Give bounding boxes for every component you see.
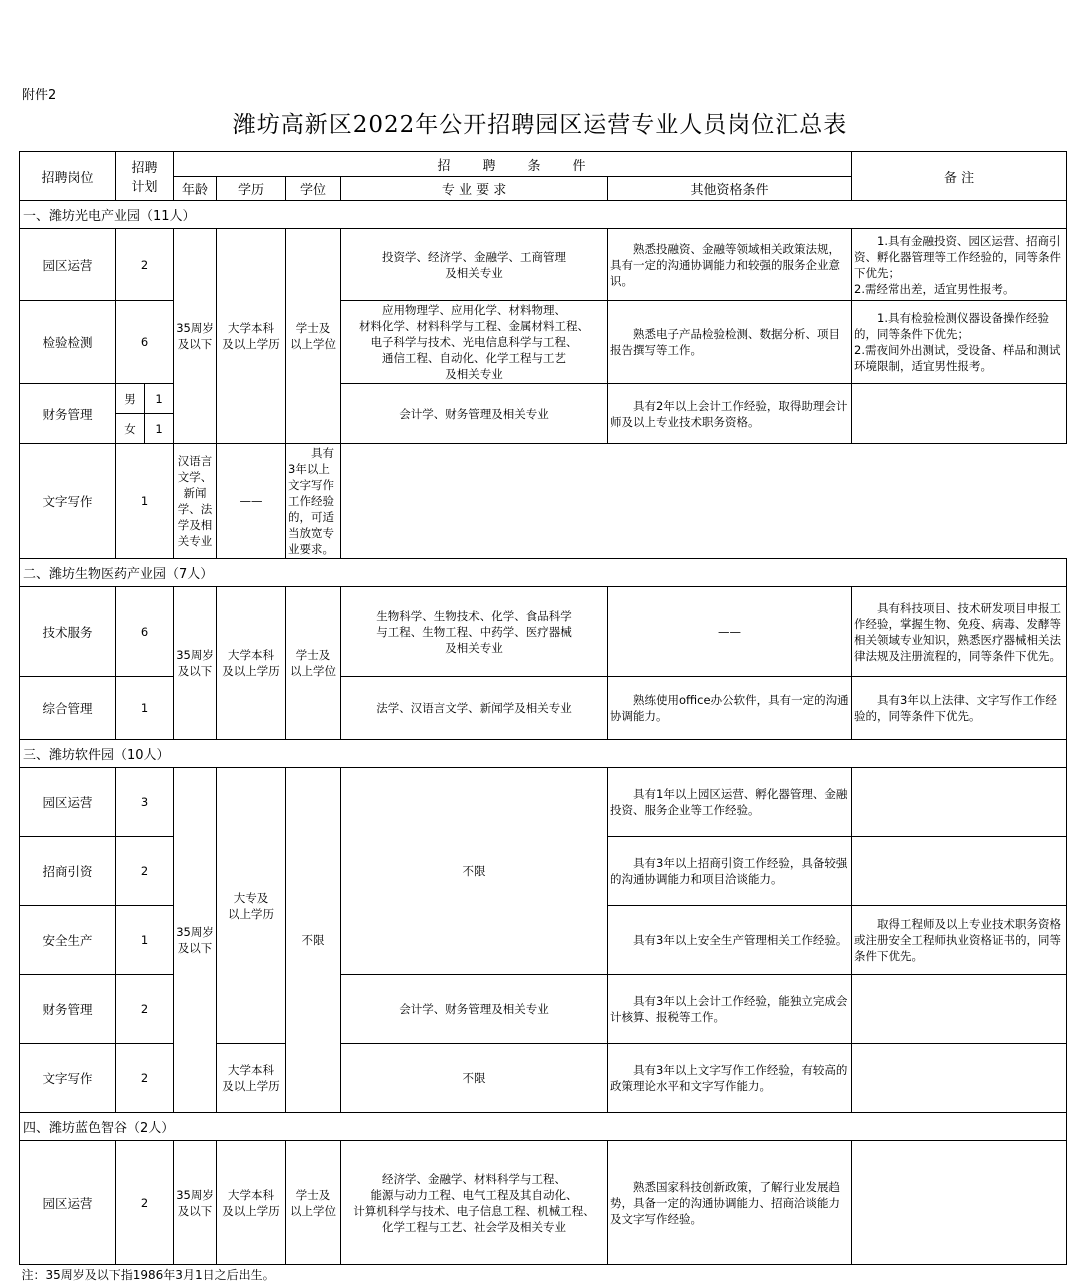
other-qualifications: 熟悉国家科技创新政策，了解行业发展趋势，具备一定的沟通协调能力、招商洽谈能力及文字写作经验。 [608, 1141, 852, 1265]
section-title: 一、潍坊光电产业园（11人） [20, 201, 1067, 229]
header-other: 其他资格条件 [608, 177, 852, 201]
positions-table [19, 151, 1067, 1284]
plan-count: 2 [116, 229, 174, 301]
plan-count: 6 [116, 587, 174, 677]
header-conditions: 招 聘 条 件 [174, 152, 852, 177]
position-name: 园区运营 [20, 229, 116, 301]
section-title: 四、潍坊蓝色智谷（2人） [20, 1113, 1067, 1141]
major-requirement: 投资学、经济学、金融学、工商管理 及相关专业 [341, 229, 608, 301]
plan-count: 1 [116, 906, 174, 975]
other-qualifications: —— [217, 444, 286, 559]
plan-count: 2 [116, 975, 174, 1044]
major-requirement: 不限 [341, 1044, 608, 1113]
header-education: 学历 [217, 177, 286, 201]
major-requirement: 汉语言文学、新闻学、法学及相关专业 [174, 444, 217, 559]
age-requirement: 35周岁 及以下 [174, 587, 217, 740]
degree-requirement: 不限 [286, 768, 341, 1113]
plan-count: 3 [116, 768, 174, 837]
section-title: 三、潍坊软件园（10人） [20, 740, 1067, 768]
age-requirement: 35周岁 及以下 [174, 1141, 217, 1265]
remarks: 具有科技项目、技术研发项目申报工作经验，掌握生物、免疫、病毒、发酵等相关领域专业知识，熟悉医疗器械相关法律法规及注册流程的，同等条件下优先。 [852, 587, 1067, 677]
other-qualifications: —— [608, 587, 852, 677]
position-name: 安全生产 [20, 906, 116, 975]
degree-requirement: 学士及 以上学位 [286, 229, 341, 444]
other-qualifications: 熟练使用office办公软件，具有一定的沟通协调能力。 [608, 677, 852, 740]
position-name: 技术服务 [20, 587, 116, 677]
header-position: 招聘岗位 [20, 152, 116, 201]
major-requirement: 应用物理学、应用化学、材料物理、 材料化学、材料科学与工程、金属材料工程、 电子科学与技术、光电信息科学与工程、 通信工程、自动化、化学工程与工艺 及相关专业 [341, 301, 608, 384]
remarks [852, 1141, 1067, 1265]
remarks: 具有3年以上文字写作工作经验的，可适当放宽专业要求。 [286, 444, 341, 559]
education-requirement: 大学本科 及以上学历 [217, 1141, 286, 1265]
header-age: 年龄 [174, 177, 217, 201]
plan-count: 1 [116, 677, 174, 740]
plan-count: 1 [145, 384, 174, 414]
remarks [852, 384, 1067, 444]
plan-count: 1 [145, 414, 174, 444]
plan-count: 2 [116, 837, 174, 906]
position-name: 财务管理 [20, 384, 116, 444]
plan-gender-label: 女 [116, 414, 145, 444]
major-requirement: 法学、汉语言文学、新闻学及相关专业 [341, 677, 608, 740]
major-requirement: 会计学、财务管理及相关专业 [341, 384, 608, 444]
remarks [852, 1044, 1067, 1113]
remarks [852, 768, 1067, 837]
other-qualifications: 具有3年以上会计工作经验，能独立完成会计核算、报税等工作。 [608, 975, 852, 1044]
degree-requirement: 学士及 以上学位 [286, 587, 341, 740]
major-requirement: 经济学、金融学、材料科学与工程、 能源与动力工程、电气工程及其自动化、 计算机科学与技术、电子信息工程、机械工程、 化学工程与工艺、社会学及相关专业 [341, 1141, 608, 1265]
plan-count: 2 [116, 1044, 174, 1113]
header-plan: 招聘 计划 [116, 152, 174, 201]
other-qualifications: 具有3年以上文字写作工作经验，有较高的政策理论水平和文字写作能力。 [608, 1044, 852, 1113]
header-degree: 学位 [286, 177, 341, 201]
remarks [852, 837, 1067, 906]
remarks: 取得工程师及以上专业技术职务资格或注册安全工程师执业资格证书的，同等条件下优先。 [852, 906, 1067, 975]
education-requirement: 大学本科 及以上学历 [217, 587, 286, 740]
page-title: 潍坊高新区2022年公开招聘园区运营专业人员岗位汇总表 [0, 106, 1080, 139]
plan-gender-label: 男 [116, 384, 145, 414]
section-title: 二、潍坊生物医药产业园（7人） [20, 559, 1067, 587]
attachment-label: 附件2 [22, 84, 56, 103]
age-requirement: 35周岁 及以下 [174, 229, 217, 444]
remarks: 1.具有检验检测仪器设备操作经验的，同等条件下优先； 2.需夜间外出测试，受设备、样品和测试环境限制，适宜男性报考。 [852, 301, 1067, 384]
degree-requirement: 学士及 以上学位 [286, 1141, 341, 1265]
footnote: 注：35周岁及以下指1986年3月1日之后出生。 [20, 1265, 1067, 1284]
position-name: 财务管理 [20, 975, 116, 1044]
other-qualifications: 熟悉电子产品检验检测、数据分析、项目报告撰写等工作。 [608, 301, 852, 384]
position-name: 园区运营 [20, 768, 116, 837]
age-requirement: 35周岁 及以下 [174, 768, 217, 1113]
major-requirement: 会计学、财务管理及相关专业 [341, 975, 608, 1044]
other-qualifications: 具有3年以上安全生产管理相关工作经验。 [608, 906, 852, 975]
position-name: 招商引资 [20, 837, 116, 906]
remarks: 1.具有金融投资、园区运营、招商引资、孵化器管理等工作经验的，同等条件下优先； 2.需经常出差，适宜男性报考。 [852, 229, 1067, 301]
position-name: 文字写作 [20, 444, 116, 559]
other-qualifications: 具有2年以上会计工作经验，取得助理会计师及以上专业技术职务资格。 [608, 384, 852, 444]
major-requirement: 生物科学、生物技术、化学、食品科学 与工程、生物工程、中药学、医疗器械 及相关专业 [341, 587, 608, 677]
remarks: 具有3年以上法律、文字写作工作经验的，同等条件下优先。 [852, 677, 1067, 740]
education-requirement: 大专及 以上学历 [217, 768, 286, 1044]
position-name: 检验检测 [20, 301, 116, 384]
position-name: 综合管理 [20, 677, 116, 740]
plan-count: 6 [116, 301, 174, 384]
other-qualifications: 具有1年以上园区运营、孵化器管理、金融投资、服务企业等工作经验。 [608, 768, 852, 837]
remarks [852, 975, 1067, 1044]
plan-count: 2 [116, 1141, 174, 1265]
header-major: 专 业 要 求 [341, 177, 608, 201]
education-requirement: 大学本科 及以上学历 [217, 229, 286, 444]
education-requirement: 大学本科 及以上学历 [217, 1044, 286, 1113]
position-name: 文字写作 [20, 1044, 116, 1113]
other-qualifications: 熟悉投融资、金融等领域相关政策法规，具有一定的沟通协调能力和较强的服务企业意识。 [608, 229, 852, 301]
position-name: 园区运营 [20, 1141, 116, 1265]
plan-count: 1 [116, 444, 174, 559]
other-qualifications: 具有3年以上招商引资工作经验，具备较强的沟通协调能力和项目洽谈能力。 [608, 837, 852, 906]
header-remarks: 备 注 [852, 152, 1067, 201]
major-requirement: 不限 [341, 768, 608, 975]
